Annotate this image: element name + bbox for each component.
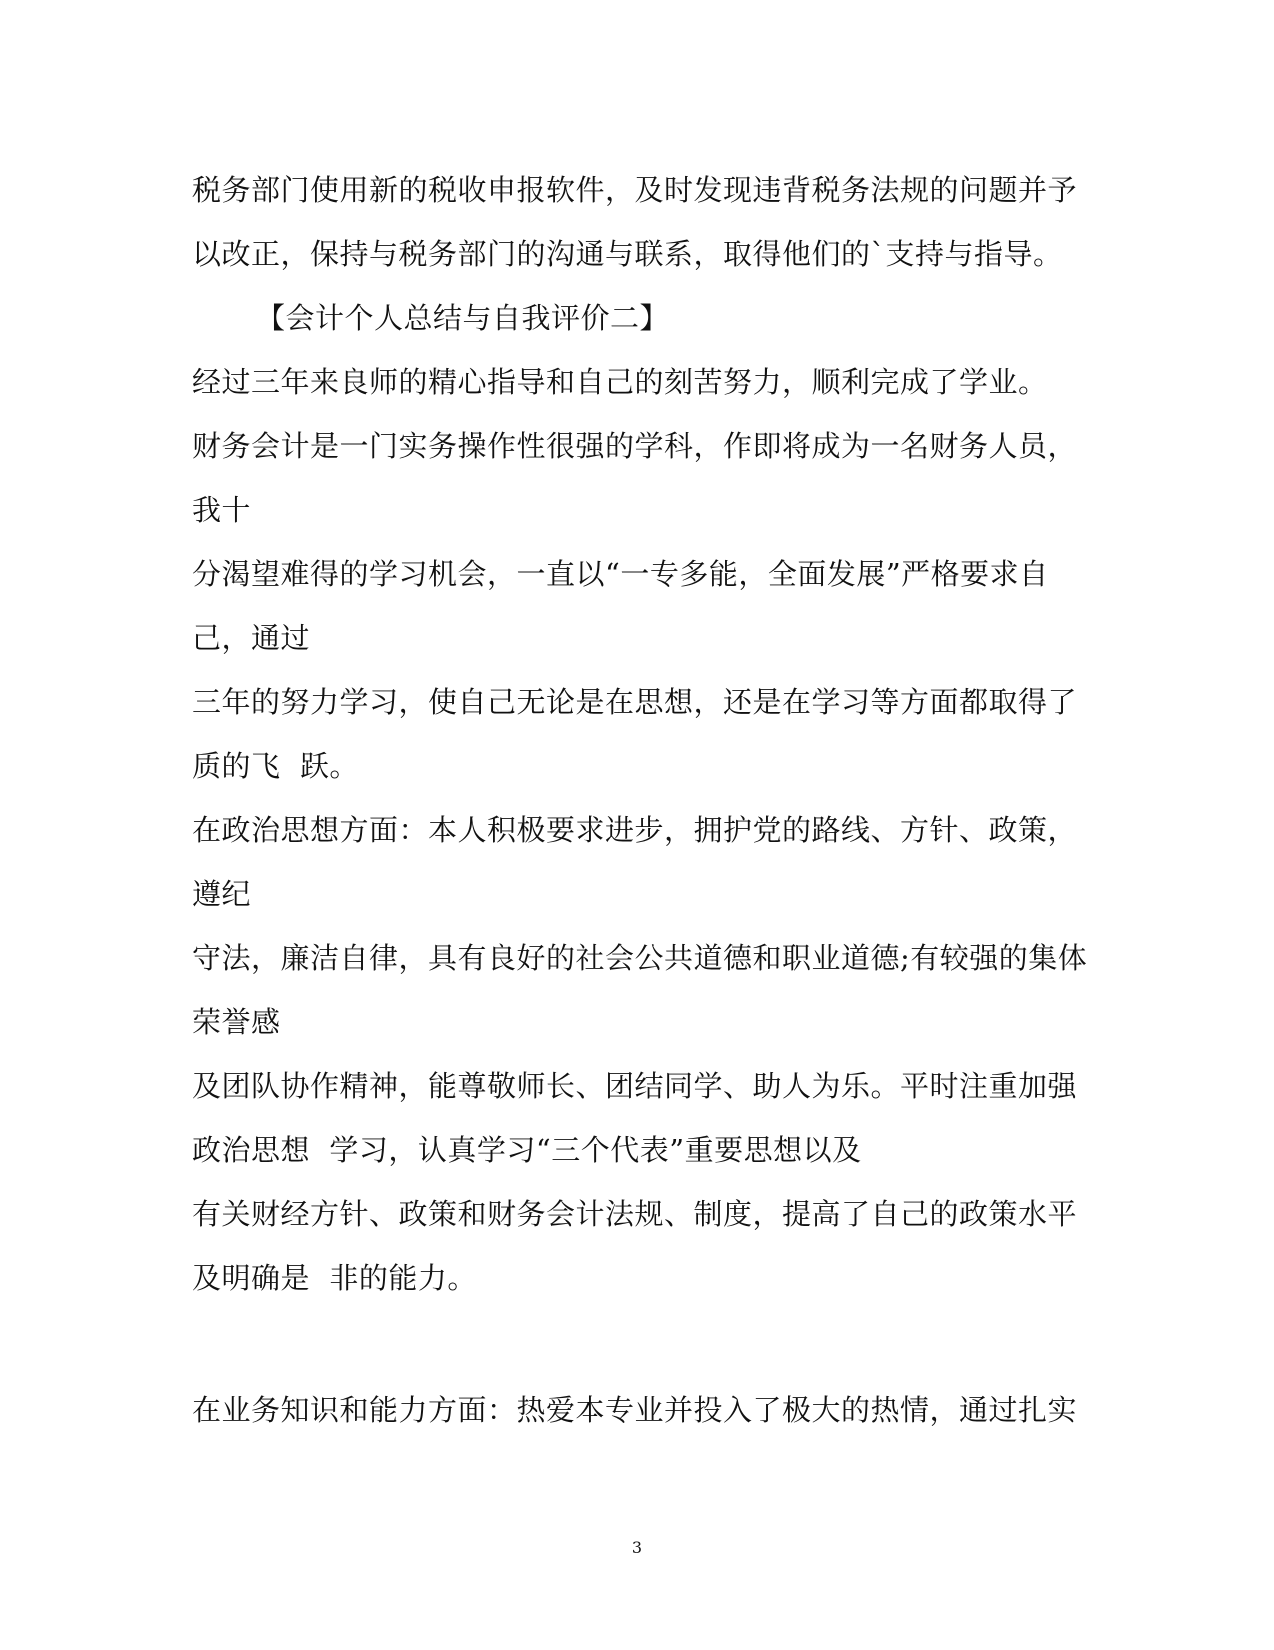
text-line: 及团队协作精神，能尊敬师长、团结同学、助人为乐。平时注重加强 xyxy=(192,1069,1078,1103)
text-line: 在业务知识和能力方面：热爱本专业并投入了极大的热情，通过扎实 xyxy=(192,1393,1078,1427)
text-line: 有关财经方针、政策和财务会计法规、制度，提高了自己的政策水平 xyxy=(192,1197,1078,1231)
text-line: 荣誉感 xyxy=(192,1005,281,1039)
page-number: 3 xyxy=(631,1538,643,1557)
text-line: 以改正，保持与税务部门的沟通与联系，取得他们的`支持与指导。 xyxy=(192,237,1063,271)
text-line: 经过三年来良师的精心指导和自己的刻苦努力，顺利完成了学业。 xyxy=(192,365,1048,399)
text-line: 财务会计是一门实务操作性很强的学科，作即将成为一名财务人员， xyxy=(192,429,1078,463)
text-line: 在政治思想方面：本人积极要求进步，拥护党的路线、方针、政策， xyxy=(192,813,1078,847)
text-line: 分渴望难得的学习机会，一直以“一专多能，全面发展”严格要求自 xyxy=(192,557,1049,591)
text-line: 税务部门使用新的税收申报软件，及时发现违背税务法规的问题并予 xyxy=(192,173,1078,207)
text-line: 我十 xyxy=(192,493,252,527)
text-line: 己，通过 xyxy=(192,621,311,655)
text-line: 政治思想 学习，认真学习“三个代表”重要思想以及 xyxy=(192,1133,862,1167)
text-line: 质的飞 跃。 xyxy=(192,749,359,783)
text-line: 及明确是 非的能力。 xyxy=(192,1261,477,1295)
text-line: 三年的努力学习，使自己无论是在思想，还是在学习等方面都取得了 xyxy=(192,685,1078,719)
text-line: 守法，廉洁自律，具有良好的社会公共道德和职业道德;有较强的集体 xyxy=(192,941,1088,975)
section-heading: 【会计个人总结与自我评价二】 xyxy=(256,301,670,335)
text-line: 遵纪 xyxy=(192,877,252,911)
